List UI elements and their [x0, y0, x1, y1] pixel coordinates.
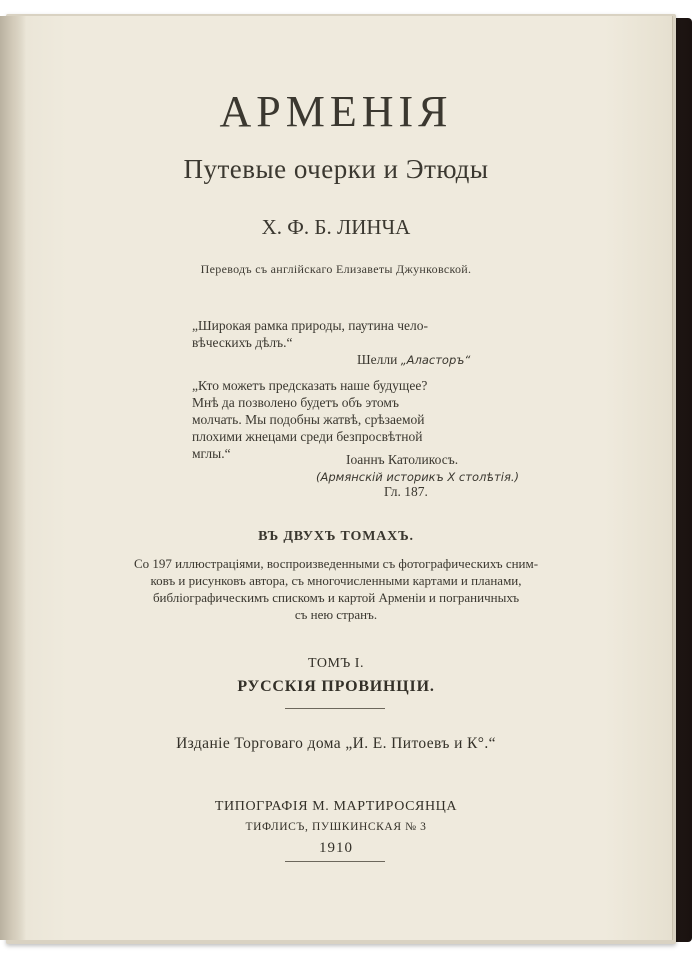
author-name: Х. Ф. Б. ЛИНЧА: [261, 215, 411, 239]
bottom-rule: [285, 861, 385, 862]
book-subtitle: Путевые очерки и Этюды: [183, 154, 489, 184]
description-line: съ нею странъ.: [294, 607, 378, 622]
description-line: библіографическимъ спискомъ и картой Арменіи и пограничныхъ: [152, 590, 520, 605]
epigraph-1-line: вѣческихъ дѣлъ.“: [192, 335, 293, 350]
volume-title: РУССКІЯ ПРОВИНЦІИ.: [237, 678, 435, 695]
epigraph-2-chapter: Гл. 187.: [384, 484, 428, 499]
epigraph-2-line: мглы.“: [192, 446, 231, 461]
epigraph-2-line: плохими жнецами среди безпросвѣтной: [192, 429, 423, 444]
epigraph-1-line: „Широкая рамка природы, паутина чело-: [192, 318, 429, 333]
epigraph-2-note: (Армянскій историкъ X столѣтія.): [316, 470, 520, 484]
epigraph-1-work: „Аласторъ“: [400, 353, 471, 367]
epigraph-2-line: Мнѣ да позволено будетъ объ этомъ: [192, 395, 399, 410]
epigraph-2-line: молчать. Мы подобны жатвѣ, срѣзаемой: [192, 412, 425, 427]
translator-credit: Переводъ съ англійскаго Елизаветы Джунковской.: [200, 262, 472, 276]
printer-address: ТИФЛИСЪ, ПУШКИНСКАЯ № 3: [245, 821, 427, 833]
divider-rule: [285, 708, 385, 709]
description-line: ковъ и рисунковъ автора, съ многочисленными картами и планами,: [150, 573, 522, 588]
epigraph-1-attribution: [357, 352, 470, 368]
description-line: Со 197 иллюстраціями, воспроизведенными съ фотографическихъ сним-: [133, 556, 539, 571]
epigraph-2-author: Іоаннъ Католикосъ.: [346, 452, 459, 467]
volumes-heading: ВЪ ДВУХЪ ТОМАХЪ.: [258, 529, 414, 544]
title-page: [0, 16, 673, 940]
book-title: АРМЕНІЯ: [219, 87, 453, 136]
volume-number: ТОМЪ I.: [308, 656, 364, 671]
publication-year: 1910: [319, 840, 353, 856]
publisher-line: Изданіе Торговаго дома „И. Е. Питоевъ и К°.“: [176, 735, 496, 752]
epigraph-2-line: „Кто можетъ предсказать наше будущее?: [192, 378, 428, 393]
printer-line: ТИПОГРАФІЯ М. МАРТИРОСЯНЦА: [214, 799, 458, 814]
epigraph-1-author: Шелли: [357, 352, 398, 367]
